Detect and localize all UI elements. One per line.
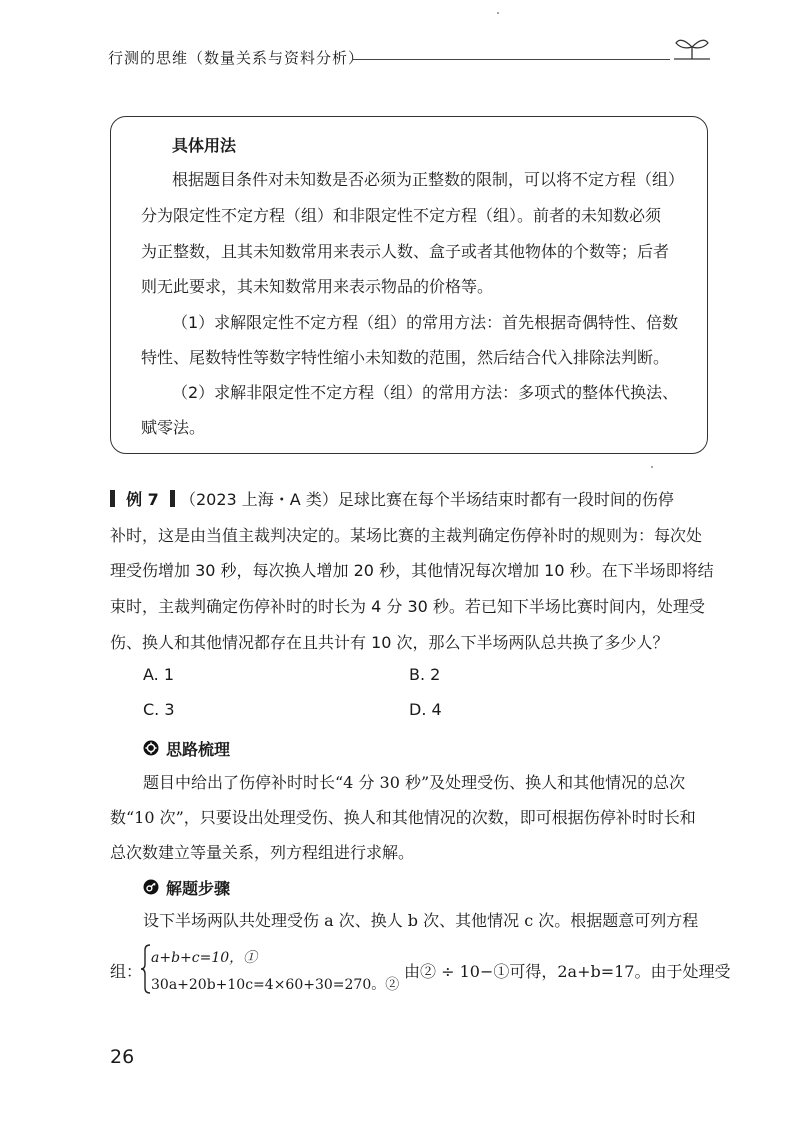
method-line: 分为限定性不定方程（组）和非限定性不定方程（组）。前者的未知数必须 — [141, 206, 662, 225]
method-line: （1）求解限定性不定方程（组）的常用方法：首先根据奇偶特性、倍数 — [172, 313, 679, 332]
example-first-line — [110, 490, 674, 510]
solution-title: 解题步骤 — [166, 879, 231, 898]
method-box-title: 具体用法 — [172, 136, 237, 155]
example-source: （2023 上海・A 类）足球比赛在每个半场结束时都有一段时间的伤停 — [180, 490, 674, 509]
method-line: 赋零法。 — [141, 418, 206, 437]
solution-continuation: 由② ÷ 10−①可得，2a+b=17。由于处理受 — [404, 962, 731, 981]
header-rule — [352, 59, 670, 60]
key-icon — [143, 879, 159, 895]
example-line: 伤、换人和其他情况都存在且共计有 10 次，那么下半场两队总共换了多少人？ — [110, 633, 669, 652]
method-line: （2）求解非限定性不定方程（组）的常用方法：多项式的整体代换法、 — [172, 383, 679, 402]
option-d: D. 4 — [409, 700, 442, 719]
equation-2: 30a+20b+10c=4×60+30=270。② — [151, 977, 400, 993]
option-b: B. 2 — [409, 665, 441, 684]
example-bar-right — [170, 490, 175, 507]
method-line: 特性、尾数特性等数字特性缩小未知数的范围，然后结合代入排除法判断。 — [141, 348, 670, 367]
example-label: 例 7 — [126, 490, 159, 509]
scan-speck — [651, 466, 653, 468]
example-line: 补时，这是由当值主裁判决定的。某场比赛的主裁判确定伤停补时的规则为：每次处 — [110, 526, 703, 545]
example-line: 理受伤增加 30 秒，每次换人增加 20 秒，其他情况每次增加 10 秒。在下半场即将结 — [110, 561, 714, 580]
option-a: A. 1 — [143, 665, 175, 684]
example-bar-left — [110, 490, 115, 507]
analysis-line: 题目中给出了伤停补时时长“4 分 30 秒”及处理受伤、换人和其他情况的总次 — [143, 773, 686, 792]
analysis-line: 数“10 次”，只要设出处理受伤、换人和其他情况的次数，即可根据伤停补时时长和 — [110, 808, 696, 827]
analysis-title: 思路梳理 — [166, 740, 231, 759]
option-c: C. 3 — [143, 700, 175, 719]
solution-line: 设下半场两队共处理受伤 a 次、换人 b 次、其他情况 c 次。根据题意可列方程 — [143, 911, 699, 930]
method-line: 则无此要求，其未知数常用来表示物品的价格等。 — [141, 277, 494, 296]
scan-speck — [497, 12, 499, 14]
header-title: 行测的思维（数量关系与资料分析） — [108, 49, 365, 67]
method-line: 为正整数，且其未知数常用来表示人数、盒子或者其他物体的个数等；后者 — [141, 242, 670, 261]
example-line: 束时，主裁判确定伤停补时的时长为 4 分 30 秒。若已知下半场比赛时间内，处理受 — [110, 597, 705, 616]
solution-prefix: 组： — [110, 962, 143, 981]
gear-icon — [143, 740, 159, 756]
page-number: 26 — [110, 1046, 135, 1068]
sprout-icon — [672, 32, 712, 66]
method-line: 根据题目条件对未知数是否必须为正整数的限制，可以将不定方程（组） — [172, 170, 685, 189]
analysis-line: 总次数建立等量关系，列方程组进行求解。 — [110, 843, 415, 862]
equation-1: a+b+c=10，① — [151, 950, 258, 966]
